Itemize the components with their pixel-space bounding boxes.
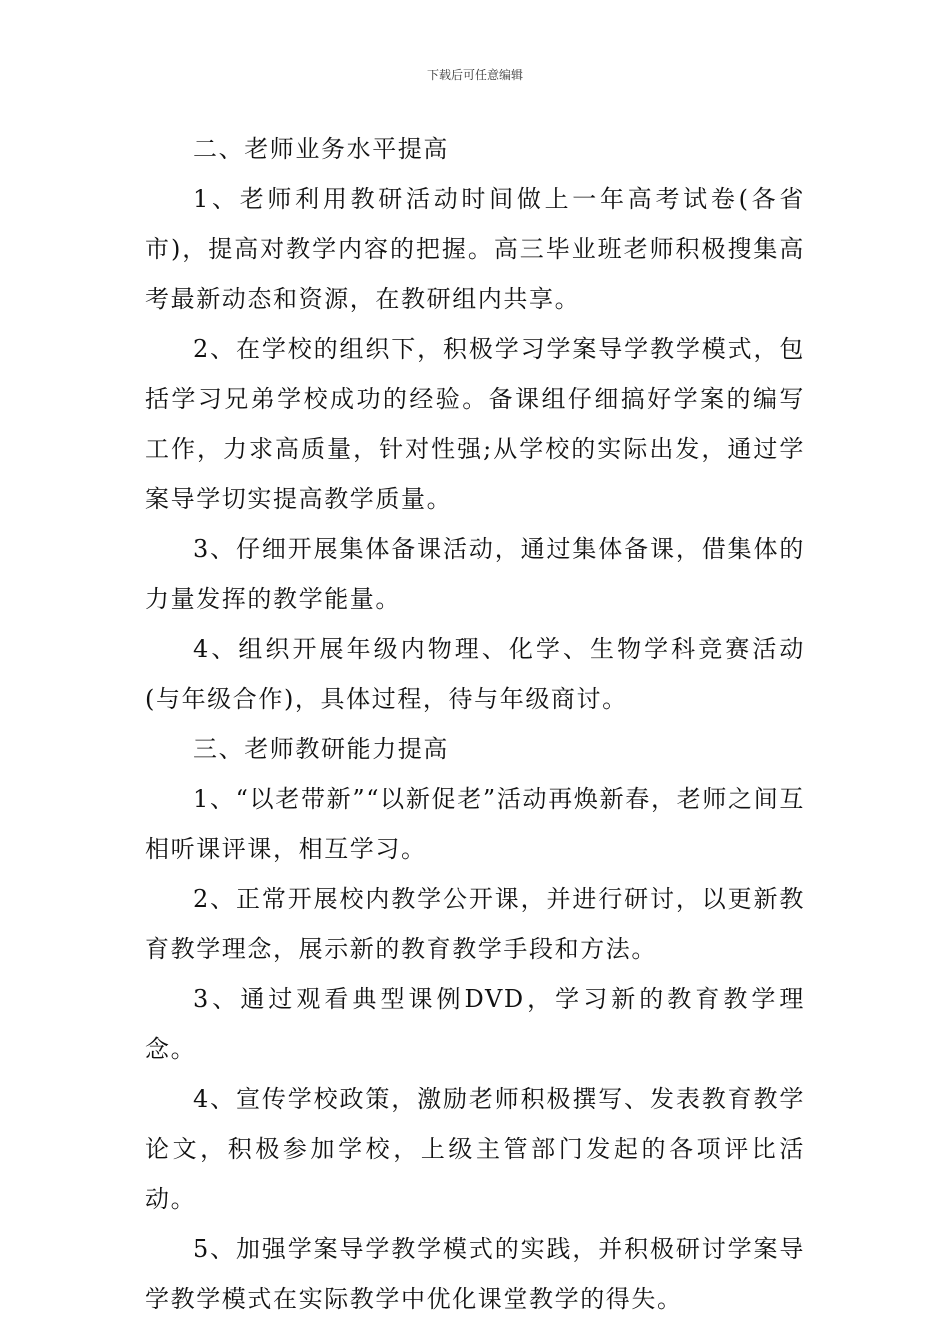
paragraph: 4、组织开展年级内物理、化学、生物学科竞赛活动(与年级合作)，具体过程，待与年级商讨。 xyxy=(145,635,805,713)
section-heading-3: 三、老师教研能力提高 xyxy=(193,735,449,763)
paragraph: 1、“以老带新”“以新促老”活动再焕新春，老师之间互相听课评课，相互学习。 xyxy=(145,785,805,863)
document-body xyxy=(145,124,805,1324)
paragraph: 2、在学校的组织下，积极学习学案导学教学模式，包括学习兄弟学校成功的经验。备课组仔细搞好学案的编写工作，力求高质量，针对性强;从学校的实际出发，通过学案导学切实提高教学质量。 xyxy=(145,335,805,513)
paragraph: 4、宣传学校政策，激励老师积极撰写、发表教育教学论文，积极参加学校，上级主管部门发起的各项评比活动。 xyxy=(145,1085,805,1213)
paragraph: 3、仔细开展集体备课活动，通过集体备课，借集体的力量发挥的教学能量。 xyxy=(145,535,805,613)
paragraph: 2、正常开展校内教学公开课，并进行研讨，以更新教育教学理念，展示新的教育教学手段和方法。 xyxy=(145,885,805,963)
paragraph: 5、加强学案导学教学模式的实践，并积极研讨学案导学教学模式在实际教学中优化课堂教学的得失。 xyxy=(145,1235,805,1313)
page-header: 下载后可任意编辑 xyxy=(426,68,523,82)
paragraph: 3、通过观看典型课例DVD，学习新的教育教学理念。 xyxy=(145,985,805,1063)
section-heading-2: 二、老师业务水平提高 xyxy=(193,135,449,163)
paragraph: 1、老师利用教研活动时间做上一年高考试卷(各省市)，提高对教学内容的把握。高三毕业班老师积极搜集高考最新动态和资源，在教研组内共享。 xyxy=(145,185,805,313)
